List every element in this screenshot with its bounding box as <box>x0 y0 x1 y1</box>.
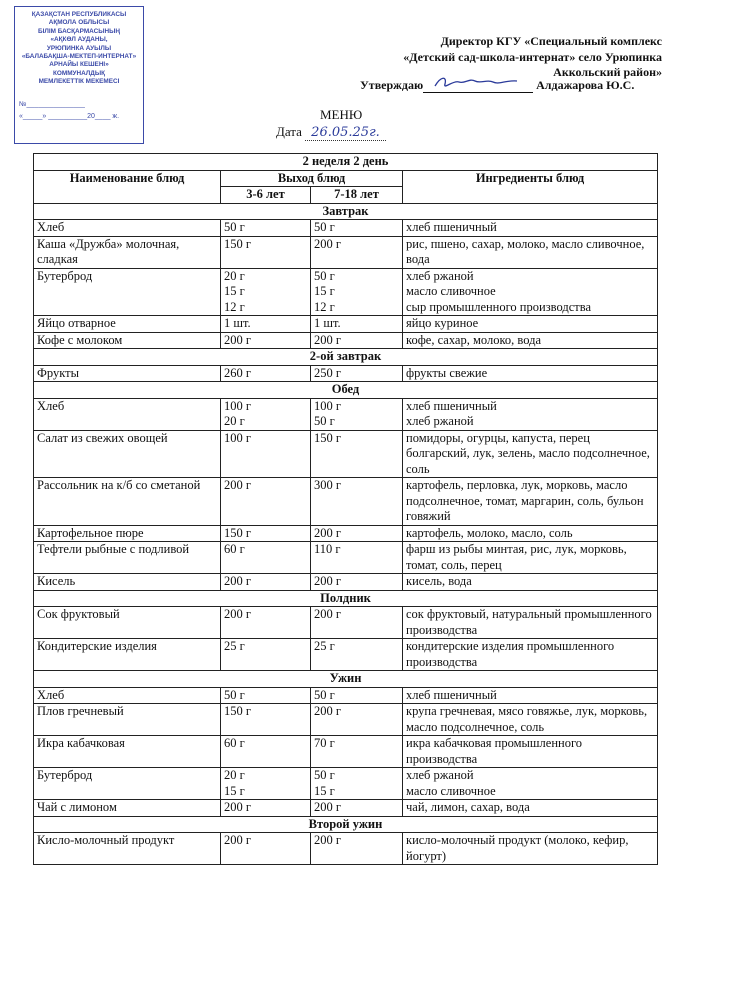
yield-7-18: 1 шт. <box>311 316 403 333</box>
ingredients: рис, пшено, сахар, молоко, масло сливочное, вода <box>403 236 658 268</box>
date-row <box>276 124 386 140</box>
menu-table <box>33 153 658 865</box>
approve-name: Алдажарова Ю.С. <box>536 78 635 92</box>
stamp-line: АРНАЙЫ КЕШЕНІ» <box>49 61 109 69</box>
section-row <box>34 203 658 220</box>
signature-line <box>423 80 533 93</box>
ingredients: кондитерские изделия промышленного производства <box>403 639 658 671</box>
dish-name: Кондитерские изделия <box>34 639 221 671</box>
dish-name: Бутерброд <box>34 268 221 316</box>
table-row <box>34 268 658 316</box>
yield-3-6: 50 г <box>221 220 311 237</box>
ingredients: хлеб пшеничный хлеб ржаной <box>403 398 658 430</box>
section-row <box>34 590 658 607</box>
yield-3-6: 20 г 15 г 12 г <box>221 268 311 316</box>
yield-7-18: 200 г <box>311 574 403 591</box>
table-row <box>34 365 658 382</box>
ingredients: картофель, перловка, лук, морковь, масло подсолнечное, томат, маргарин, соль, бульон говяжий <box>403 478 658 526</box>
dish-name: Чай с лимоном <box>34 800 221 817</box>
yield-7-18: 110 г <box>311 542 403 574</box>
section-title: Второй ужин <box>34 816 658 833</box>
yield-3-6: 150 г <box>221 236 311 268</box>
yield-7-18: 70 г <box>311 736 403 768</box>
col-age-7-18: 7-18 лет <box>311 187 403 204</box>
table-row <box>34 639 658 671</box>
section-title: Обед <box>34 382 658 399</box>
dish-name: Кисло-молочный продукт <box>34 833 221 865</box>
yield-3-6: 25 г <box>221 639 311 671</box>
signature-icon <box>431 72 521 94</box>
yield-3-6: 1 шт. <box>221 316 311 333</box>
ingredients: картофель, молоко, масло, соль <box>403 525 658 542</box>
col-yield: Выход блюд <box>221 170 403 187</box>
stamp-line: БІЛІМ БАСҚАРМАСЫНЫҢ <box>38 27 120 35</box>
date-value: 26.05.25г. <box>305 125 386 141</box>
ingredients: кисло-молочный продукт (молоко, кефир, йогурт) <box>403 833 658 865</box>
week-row <box>34 154 658 171</box>
approve-label: Утверждаю <box>360 78 424 92</box>
dish-name: Хлеб <box>34 220 221 237</box>
ingredients: чай, лимон, сахар, вода <box>403 800 658 817</box>
yield-3-6: 200 г <box>221 574 311 591</box>
table-row <box>34 736 658 768</box>
section-title: Ужин <box>34 671 658 688</box>
table-row <box>34 833 658 865</box>
table-row <box>34 525 658 542</box>
yield-3-6: 150 г <box>221 525 311 542</box>
yield-3-6: 260 г <box>221 365 311 382</box>
section-row <box>34 382 658 399</box>
dish-name: Кисель <box>34 574 221 591</box>
ingredients: кофе, сахар, молоко, вода <box>403 332 658 349</box>
table-row <box>34 398 658 430</box>
yield-7-18: 50 г 15 г <box>311 768 403 800</box>
table-row <box>34 574 658 591</box>
yield-3-6: 150 г <box>221 704 311 736</box>
section-title: Полдник <box>34 590 658 607</box>
dish-name: Бутерброд <box>34 768 221 800</box>
yield-7-18: 200 г <box>311 833 403 865</box>
dish-name: Тефтели рыбные с подливой <box>34 542 221 574</box>
yield-7-18: 50 г <box>311 687 403 704</box>
yield-7-18: 100 г 50 г <box>311 398 403 430</box>
stamp-line: АҚМОЛА ОБЛЫСЫ <box>48 19 110 27</box>
ingredients: яйцо куриное <box>403 316 658 333</box>
yield-3-6: 100 г <box>221 430 311 478</box>
dish-name: Хлеб <box>34 687 221 704</box>
date-label: Дата <box>276 124 302 139</box>
col-ingredients: Ингредиенты блюд <box>403 170 658 203</box>
yield-7-18: 200 г <box>311 525 403 542</box>
table-row <box>34 220 658 237</box>
stamp-line: МЕМЛЕКЕТТІК МЕКЕМЕСІ <box>38 78 120 86</box>
approval-line <box>360 78 634 93</box>
week-label: 2 неделя 2 день <box>34 154 658 171</box>
dish-name: Салат из свежих овощей <box>34 430 221 478</box>
dish-name: Фрукты <box>34 365 221 382</box>
yield-3-6: 100 г 20 г <box>221 398 311 430</box>
ingredients: хлеб ржаной масло сливочное сыр промышленного производства <box>403 268 658 316</box>
yield-7-18: 200 г <box>311 800 403 817</box>
ingredients: хлеб ржаной масло сливочное <box>403 768 658 800</box>
yield-7-18: 250 г <box>311 365 403 382</box>
table-row <box>34 316 658 333</box>
dish-name: Рассольник на к/б со сметаной <box>34 478 221 526</box>
stamp-line: ҚАЗАҚСТАН РЕСПУБЛИКАСЫ <box>31 11 127 18</box>
ingredients: хлеб пшеничный <box>403 220 658 237</box>
menu-body <box>34 203 658 865</box>
yield-3-6: 50 г <box>221 687 311 704</box>
dish-name: Сок фруктовый <box>34 607 221 639</box>
section-title: Завтрак <box>34 203 658 220</box>
section-title: 2-ой завтрак <box>34 349 658 366</box>
ingredients: сок фруктовый, натуральный промышленного производства <box>403 607 658 639</box>
yield-3-6: 60 г <box>221 736 311 768</box>
col-dish: Наименование блюд <box>34 170 221 203</box>
yield-3-6: 200 г <box>221 833 311 865</box>
yield-3-6: 200 г <box>221 478 311 526</box>
stamp-date: «_____» __________20____ ж. <box>19 113 120 121</box>
official-stamp <box>14 6 144 144</box>
yield-7-18: 25 г <box>311 639 403 671</box>
ingredients: хлеб пшеничный <box>403 687 658 704</box>
table-row <box>34 542 658 574</box>
yield-3-6: 200 г <box>221 332 311 349</box>
yield-7-18: 50 г 15 г 12 г <box>311 268 403 316</box>
col-age-3-6: 3-6 лет <box>221 187 311 204</box>
yield-7-18: 200 г <box>311 704 403 736</box>
yield-3-6: 200 г <box>221 607 311 639</box>
stamp-number: №_______________ <box>19 100 85 108</box>
yield-3-6: 200 г <box>221 800 311 817</box>
table-row <box>34 236 658 268</box>
header-line-2: «Детский сад-школа-интернат» село Урюпинка <box>403 49 662 64</box>
section-row <box>34 349 658 366</box>
yield-3-6: 60 г <box>221 542 311 574</box>
section-row <box>34 816 658 833</box>
yield-7-18: 200 г <box>311 607 403 639</box>
dish-name: Плов гречневый <box>34 704 221 736</box>
dish-name: Каша «Дружба» молочная, сладкая <box>34 236 221 268</box>
page-title: МЕНЮ <box>320 107 363 122</box>
section-row <box>34 671 658 688</box>
ingredients: фрукты свежие <box>403 365 658 382</box>
header-line-1: Директор КГУ «Специальный комплекс <box>440 34 662 48</box>
dish-name: Картофельное пюре <box>34 525 221 542</box>
stamp-line: «БАЛАБАҚША-МЕКТЕП-ИНТЕРНАТ» <box>21 53 137 61</box>
table-row <box>34 704 658 736</box>
table-row <box>34 332 658 349</box>
stamp-line: «АҚКӨЛ АУДАНЫ, <box>50 36 108 44</box>
header-line-3: Аккольский район» <box>553 65 662 79</box>
yield-7-18: 300 г <box>311 478 403 526</box>
table-row <box>34 478 658 526</box>
table-row <box>34 687 658 704</box>
dish-name: Яйцо отварное <box>34 316 221 333</box>
ingredients: помидоры, огурцы, капуста, перец болгарский, лук, зелень, масло подсолнечное, соль <box>403 430 658 478</box>
stamp-line: КОММУНАЛДЫҚ <box>53 69 105 77</box>
yield-7-18: 50 г <box>311 220 403 237</box>
table-row <box>34 430 658 478</box>
dish-name: Хлеб <box>34 398 221 430</box>
ingredients: икра кабачковая промышленного производства <box>403 736 658 768</box>
yield-3-6: 20 г 15 г <box>221 768 311 800</box>
ingredients: крупа гречневая, мясо говяжье, лук, морковь, масло подсолнечное, соль <box>403 704 658 736</box>
ingredients: кисель, вода <box>403 574 658 591</box>
ingredients: фарш из рыбы минтая, рис, лук, морковь, томат, соль, перец <box>403 542 658 574</box>
yield-7-18: 200 г <box>311 332 403 349</box>
stamp-line: УРЮПИНКА АУЫЛЫ <box>46 44 112 52</box>
dish-name: Кофе с молоком <box>34 332 221 349</box>
header-row <box>34 170 658 187</box>
yield-7-18: 150 г <box>311 430 403 478</box>
table-row <box>34 607 658 639</box>
yield-7-18: 200 г <box>311 236 403 268</box>
dish-name: Икра кабачковая <box>34 736 221 768</box>
table-row <box>34 800 658 817</box>
table-row <box>34 768 658 800</box>
